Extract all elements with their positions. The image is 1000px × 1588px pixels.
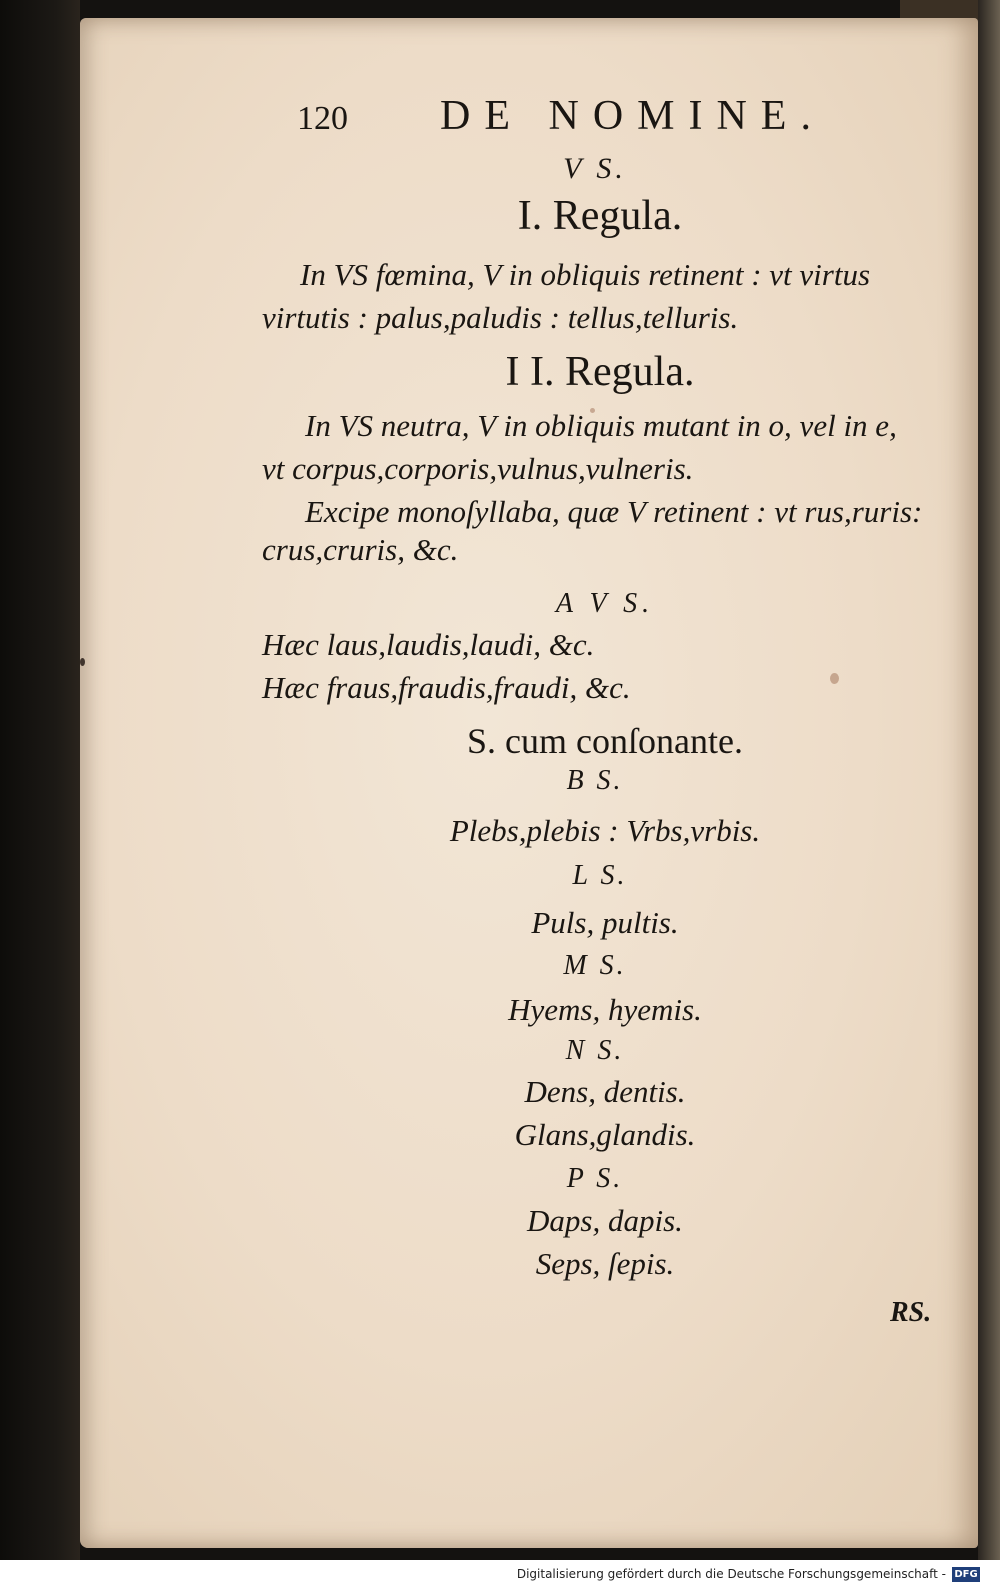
section-heading-ps: P S. bbox=[566, 1163, 624, 1194]
rule-1-text-line-2: virtutis : palus,paludis : tellus,telluris. bbox=[262, 300, 739, 335]
rule-2-title: I I. Regula. bbox=[505, 349, 695, 395]
aus-example-1: Hæc laus,laudis,laudi, &c. bbox=[262, 627, 595, 662]
section-heading-aus: A V S. bbox=[555, 588, 655, 619]
book-spine bbox=[0, 0, 80, 1560]
ps-example-1: Daps, dapis. bbox=[527, 1203, 683, 1238]
section-heading-s-consonant: S. cum conſonante. bbox=[467, 721, 743, 761]
catchword: RS. bbox=[890, 1297, 932, 1328]
page-stack-edge bbox=[978, 0, 1000, 1560]
rule-1-title: I. Regula. bbox=[517, 193, 683, 239]
section-heading-bs: B S. bbox=[566, 765, 624, 796]
bs-example: Plebs,plebis : Vrbs,vrbis. bbox=[449, 813, 761, 848]
digitization-footer bbox=[0, 1560, 1000, 1588]
paper-speck bbox=[80, 658, 85, 666]
rule-1-text-line-1: In VS fœmina, V in obliquis retinent : vt virtus bbox=[300, 257, 871, 292]
dfg-logo-icon: DFG bbox=[952, 1567, 980, 1582]
ns-example-2: Glans,glandis. bbox=[514, 1117, 696, 1152]
section-heading-ns: N S. bbox=[565, 1035, 625, 1066]
page-number: 120 bbox=[297, 100, 348, 137]
footer-credit: Digitalisierung gefördert durch die Deutsche Forschungsgemeinschaft - bbox=[516, 1567, 946, 1581]
section-heading-us: V S. bbox=[563, 152, 627, 185]
rule-2-text-line-2: vt corpus,corporis,vulnus,vulneris. bbox=[262, 451, 694, 486]
aus-example-2: Hæc fraus,fraudis,fraudi, &c. bbox=[262, 670, 631, 705]
section-heading-ls: L S. bbox=[572, 860, 628, 891]
section-heading-ms: M S. bbox=[563, 950, 627, 981]
ns-example-1: Dens, dentis. bbox=[524, 1074, 686, 1109]
rule-2-text-line-1: In VS neutra, V in obliquis mutant in o, vel in e, bbox=[305, 408, 897, 443]
rule-2-text-line-3: Excipe monoſyllaba, quæ V retinent : vt rus,ruris: bbox=[305, 494, 923, 529]
ls-example: Puls, pultis. bbox=[531, 905, 679, 940]
rule-2-text-line-4: crus,cruris, &c. bbox=[262, 532, 459, 567]
ms-example: Hyems, hyemis. bbox=[508, 992, 702, 1027]
running-head: DE NOMINE. bbox=[440, 93, 825, 139]
paper-speck bbox=[830, 673, 839, 684]
ps-example-2: Seps, ſepis. bbox=[535, 1246, 675, 1281]
